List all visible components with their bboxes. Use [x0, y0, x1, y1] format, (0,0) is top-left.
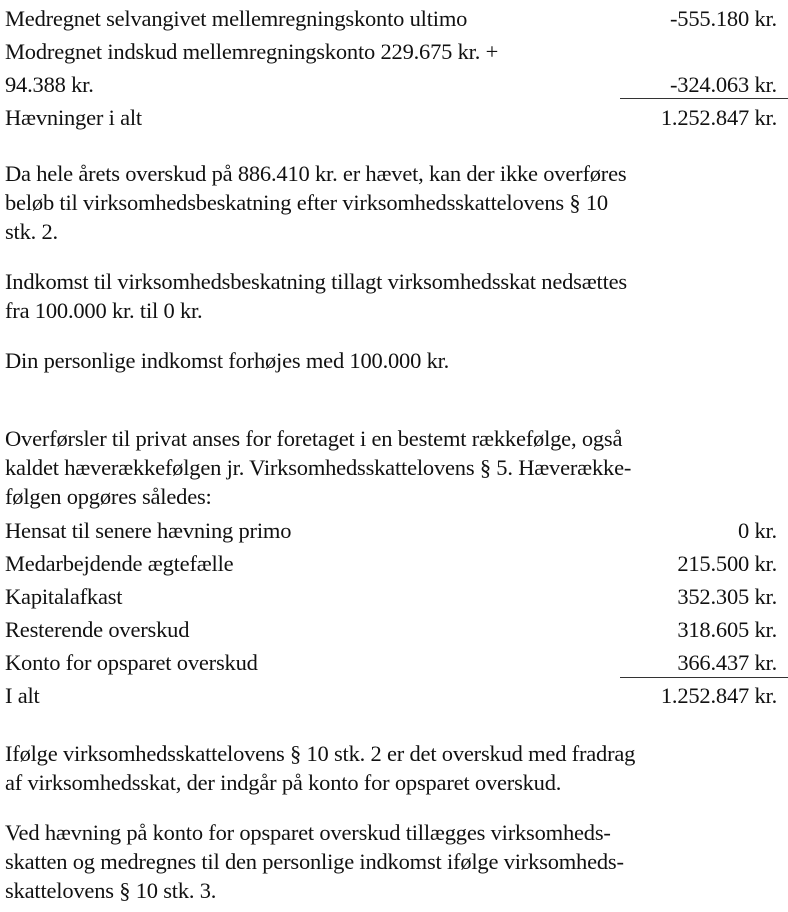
text-line: stk. 2.	[5, 219, 58, 244]
table-row	[5, 35, 777, 68]
withdrawals-table	[5, 2, 777, 134]
row-amount: 318.605 kr.	[677, 617, 777, 642]
text-line: Overførsler til privat anses for foretaget i en bestemt rækkefølge, også	[5, 426, 623, 451]
row-label: Konto for opsparet overskud	[5, 650, 258, 675]
total-amount: 1.252.847 kr.	[660, 105, 777, 130]
row-label: Medregnet selvangivet mellemregningskonto ultimo	[5, 6, 468, 31]
text-line: Da hele årets overskud på 886.410 kr. er hævet, kan der ikke overføres	[5, 161, 627, 186]
text-line: skattelovens § 10 stk. 3.	[5, 878, 217, 903]
row-label: Hensat til senere hævning primo	[5, 518, 292, 543]
row-label: Modregnet indskud mellemregningskonto 229.675 kr. +	[5, 39, 499, 64]
table-total-row	[5, 101, 777, 134]
paragraph-withdrawal-order	[5, 424, 785, 511]
row-label: Kapitalafkast	[5, 584, 123, 609]
table-row	[5, 68, 777, 101]
row-amount: 215.500 kr.	[677, 551, 777, 576]
row-label: Resterende overskud	[5, 617, 190, 642]
total-label: Hævninger i alt	[5, 105, 142, 130]
table-row	[5, 646, 777, 679]
table-row	[5, 613, 777, 646]
row-label: Medarbejdende ægtefælle	[5, 551, 234, 576]
text-line: af virksomhedsskat, der indgår på konto for opsparet overskud.	[5, 770, 562, 795]
row-amount: -555.180 kr.	[670, 6, 777, 31]
table-total-row	[5, 679, 777, 712]
paragraph-business-tax-reduced	[5, 267, 785, 325]
text-line: Indkomst til virksomhedsbeskatning tillagt virksomhedsskat nedsættes	[5, 269, 627, 294]
sum-divider	[620, 677, 788, 678]
row-amount: 0 kr.	[737, 518, 777, 543]
text-line: fra 100.000 kr. til 0 kr.	[5, 298, 203, 323]
text-line: Ved hævning på konto for opsparet overskud tillægges virksomheds-	[5, 820, 611, 845]
total-label: I alt	[5, 683, 40, 708]
paragraph-withdrawal-tax	[5, 818, 785, 905]
row-label: 94.388 kr.	[5, 72, 94, 97]
text-line: Ifølge virksomhedsskattelovens § 10 stk. 2 er det overskud med fradrag	[5, 741, 636, 766]
table-row	[5, 514, 777, 547]
withdrawal-order-table	[5, 514, 777, 712]
text-line: Din personlige indkomst forhøjes med 100.000 kr.	[5, 348, 450, 373]
row-amount: 366.437 kr.	[677, 650, 777, 675]
paragraph-surplus-withdrawn	[5, 159, 785, 246]
paragraph-savings-account	[5, 739, 785, 797]
row-amount: 352.305 kr.	[677, 584, 777, 609]
table-row	[5, 547, 777, 580]
text-line: beløb til virksomhedsbeskatning efter virksomhedsskattelovens § 10	[5, 190, 608, 215]
total-amount: 1.252.847 kr.	[660, 683, 777, 708]
table-row	[5, 2, 777, 35]
table-row	[5, 580, 777, 613]
row-amount: -324.063 kr.	[670, 72, 777, 97]
text-line: følgen opgøres således:	[5, 484, 212, 509]
text-line: skatten og medregnes til den personlige indkomst ifølge virksomheds-	[5, 849, 624, 874]
paragraph-personal-income	[5, 346, 785, 375]
sum-divider	[620, 98, 788, 99]
text-line: kaldet hæverækkefølgen jr. Virksomhedsskattelovens § 5. Hæverække-	[5, 455, 632, 480]
